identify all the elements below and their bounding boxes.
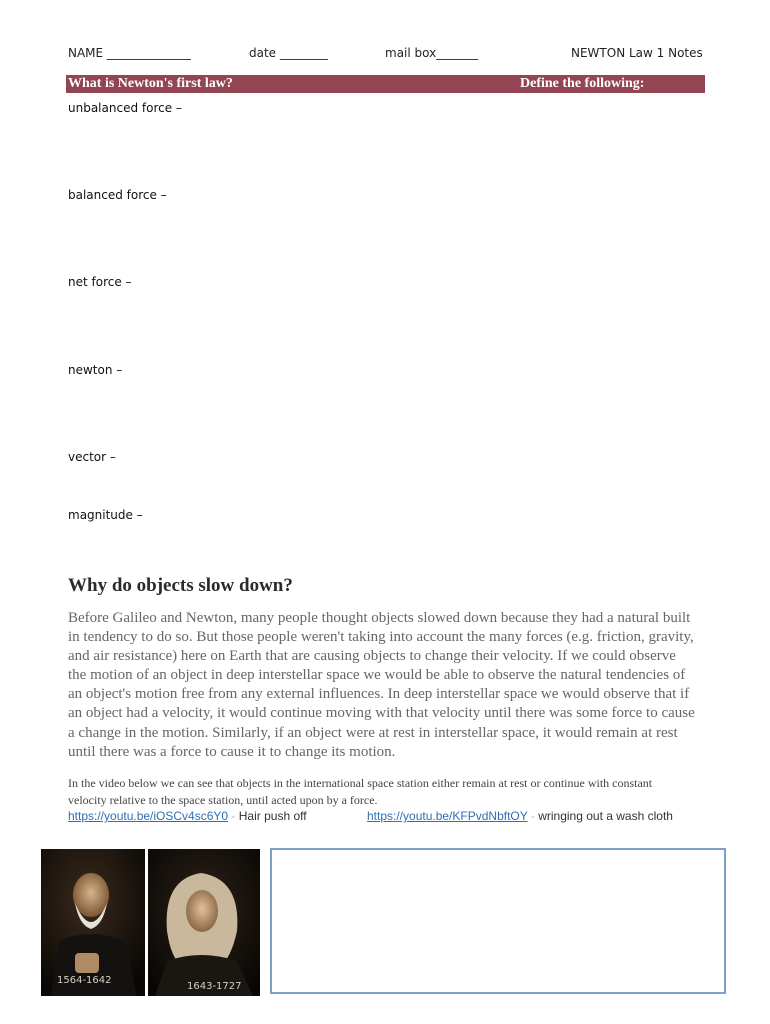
- video-description-line: velocity relative to the space station, until acted upon by a force.: [68, 793, 378, 807]
- date-field-label: date ________: [249, 46, 328, 60]
- term-magnitude: magnitude –: [68, 508, 143, 522]
- galileo-newton-portraits: [41, 849, 260, 996]
- term-unbalanced-force: unbalanced force –: [68, 101, 182, 115]
- term-net-force: net force –: [68, 275, 132, 289]
- portrait-left-years: 1564-1642: [57, 975, 112, 986]
- paragraph-line: the motion of an object in deep interstellar space we would be able to observe the natural tendencies of: [68, 667, 686, 684]
- video-link-description: wringing out a wash cloth: [538, 809, 673, 823]
- video-link-row-2: [367, 809, 673, 823]
- paragraph-line: a change in the motion. Similarly, if an object were at rest in interstellar space, it would remain at rest: [68, 724, 678, 741]
- paragraph-line: until there was a force to cause it to change its motion.: [68, 743, 396, 760]
- mailbox-field-label: mail box_______: [385, 46, 479, 60]
- explanation-paragraph: [68, 609, 708, 762]
- portrait-right-years: 1643-1727: [187, 981, 242, 992]
- paragraph-line: an object's motion free from any external influences. In deep interstellar space we would observe that if: [68, 686, 690, 703]
- video-link-row-1: [68, 809, 307, 823]
- banner-question: What is Newton's first law?: [68, 76, 233, 91]
- video-link-description: Hair push off: [238, 809, 307, 823]
- name-field-label: NAME ______________: [68, 46, 191, 60]
- section-banner: [66, 75, 705, 93]
- term-newton: newton –: [68, 363, 123, 377]
- term-vector: vector –: [68, 450, 116, 464]
- banner-define: Define the following:: [520, 76, 645, 91]
- video-link-wash-cloth[interactable]: https://youtu.be/KFPvdNbftOY: [367, 809, 528, 823]
- paragraph-line: and air resistance) here on Earth that are causing objects to change their velocity. If we could observe: [68, 648, 676, 665]
- video-link-hair-push-off[interactable]: https://youtu.be/iOSCv4sc6Y0: [68, 809, 229, 823]
- link-separator: -: [228, 809, 239, 823]
- link-separator: -: [527, 809, 539, 823]
- section-heading: Why do objects slow down?: [68, 575, 293, 596]
- paragraph-line: in tendency to do so. But those people weren't taking into account the many forces (e.g. friction, gravity,: [68, 629, 694, 646]
- document-title: NEWTON Law 1 Notes: [571, 46, 703, 60]
- term-balanced-force: balanced force –: [68, 188, 167, 202]
- paragraph-line: Before Galileo and Newton, many people thought objects slowed down because they had a natural built: [68, 610, 691, 626]
- portraits-illustration: [41, 849, 260, 996]
- video-description: [68, 773, 708, 810]
- video-description-line: In the video below we can see that objects in the international space station either remain at rest or continue with constant: [68, 776, 653, 790]
- answer-box[interactable]: [270, 848, 726, 994]
- paragraph-line: an object had a velocity, it would continue moving with that velocity until there was some force to cause: [68, 705, 695, 722]
